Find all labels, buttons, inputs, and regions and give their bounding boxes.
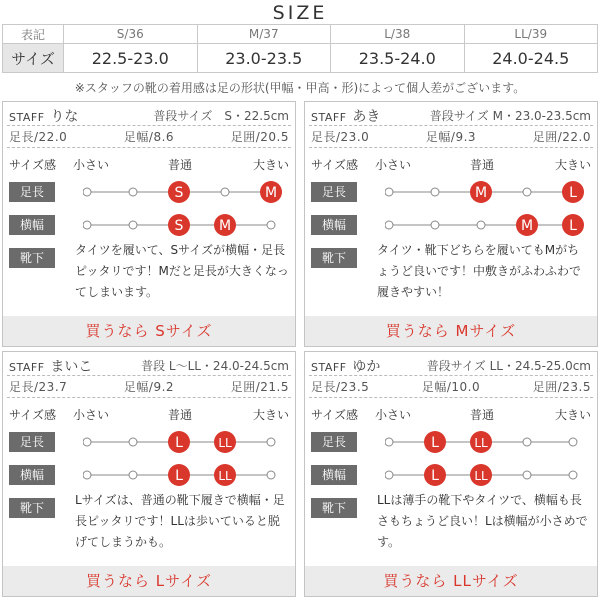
foot-length-tag: 足長 [9, 182, 55, 202]
scale-dot [267, 221, 275, 229]
fit-note: ※スタッフの靴の着用感は足の形状(甲幅・甲高・形)によって個人差がございます。 [74, 81, 526, 95]
foot-width-tag: 横幅 [311, 215, 357, 235]
foot-width-measure: 足幅/9.3 [425, 130, 477, 144]
size-marker-label: M [264, 185, 278, 201]
staff-header [9, 106, 289, 124]
size-marker-label: LL [474, 469, 488, 483]
divider [309, 147, 593, 148]
size-table-header-row [3, 25, 598, 44]
foot-measurements [311, 128, 591, 146]
foot-girth-measure: 足囲/20.5 [230, 130, 289, 144]
size-marker-label: S [174, 185, 184, 201]
size-header-label: 表記 [3, 25, 64, 44]
scale-dot [129, 188, 137, 196]
foot-width-tag: 横幅 [9, 465, 55, 485]
foot-width-measure: 足幅/10.0 [421, 380, 481, 394]
scale-small-label: 小さい [375, 158, 412, 172]
size-marker-label: LL [474, 436, 488, 450]
size-feel-label: サイズ感 [9, 408, 57, 422]
page-title: SIZE [272, 2, 328, 24]
socks-tag: 靴下 [311, 248, 357, 268]
size-marker-label: LL [218, 436, 232, 450]
scale-dot [385, 438, 393, 446]
size-marker-label: L [431, 468, 439, 484]
foot-length-scale [83, 179, 289, 205]
scale-small-label: 小さい [375, 408, 412, 422]
staff-header [311, 356, 591, 374]
scale-normal-label: 普通 [168, 408, 193, 422]
divider [7, 375, 291, 376]
divider [309, 375, 593, 376]
staff-comment: タイツを履いて、Sサイズが横幅・足長ピッタリです！Mだと足長が大きくなってしまいます。 [75, 243, 289, 299]
foot-length-scale [385, 179, 591, 205]
size-marker-label: M [474, 185, 488, 201]
scale-small-label: 小さい [73, 408, 110, 422]
scale-dot [523, 188, 531, 196]
size-marker-label: L [175, 435, 183, 451]
scale-big-label: 大きい [252, 408, 289, 422]
foot-length-measure: 足長/23.7 [9, 380, 68, 394]
scale-dot [267, 471, 275, 479]
foot-width-scale [83, 462, 289, 488]
staff-name: りな [50, 109, 79, 125]
foot-length-scale [385, 429, 591, 455]
scale-dot [385, 221, 393, 229]
size-marker-label: L [175, 468, 183, 484]
foot-length-measure: 足長/22.0 [9, 130, 68, 144]
scale-normal-label: 普通 [470, 158, 495, 172]
size-marker-label: S [174, 218, 184, 234]
scale-dot [523, 471, 531, 479]
scale-dot [83, 221, 91, 229]
foot-width-scale [385, 212, 591, 238]
foot-length-tag: 足長 [9, 432, 55, 452]
size-range: 23.5-24.0 [331, 44, 465, 73]
foot-width-tag: 横幅 [9, 215, 55, 235]
foot-girth-measure: 足囲/21.5 [230, 380, 289, 394]
scale-big-label: 大きい [252, 158, 289, 172]
scale-dot [523, 438, 531, 446]
staff-comment: タイツ・靴下どちらを履いてもMがちょうど良いです！中敷きがふわふわで履きやすい！ [377, 243, 582, 299]
scale-headers [3, 156, 295, 172]
divider [7, 397, 291, 398]
size-range: 22.5-23.0 [64, 44, 198, 73]
scale-dot [83, 438, 91, 446]
size-range: 23.0-23.5 [197, 44, 331, 73]
staff-label: STAFF [9, 111, 45, 124]
foot-length-scale [83, 429, 289, 455]
scale-small-label: 小さい [73, 158, 110, 172]
foot-length-tag: 足長 [311, 432, 357, 452]
foot-length-measure: 足長/23.0 [311, 130, 370, 144]
scale-dot [569, 471, 577, 479]
scale-dot [83, 471, 91, 479]
foot-width-tag: 横幅 [311, 465, 357, 485]
buy-verdict: 買うなら Lサイズ [3, 566, 295, 596]
size-code: S/36 [64, 25, 198, 44]
scale-normal-label: 普通 [470, 408, 495, 422]
foot-measurements [9, 128, 289, 146]
buy-verdict: 買うなら LLサイズ [305, 566, 597, 596]
scale-big-label: 大きい [554, 408, 591, 422]
size-code: LL/39 [464, 25, 598, 44]
scale-headers [305, 156, 597, 172]
staff-label: STAFF [311, 111, 347, 124]
socks-tag: 靴下 [9, 248, 55, 268]
scale-dot [477, 221, 485, 229]
foot-girth-measure: 足囲/23.5 [532, 380, 591, 394]
size-code: M/37 [197, 25, 331, 44]
staff-card [304, 101, 598, 347]
size-feel-label: サイズ感 [311, 408, 359, 422]
size-marker-label: L [431, 435, 439, 451]
foot-measurements [9, 378, 289, 396]
scale-dot [385, 188, 393, 196]
foot-girth-measure: 足囲/22.0 [532, 130, 591, 144]
staff-comment: Lサイズは、普通の靴下履きで横幅・足長ピッタリです！LLは歩いていると脱げてしまうかも。 [75, 493, 285, 549]
staff-header [9, 356, 289, 374]
staff-label: STAFF [311, 361, 347, 374]
staff-card [2, 101, 296, 347]
scale-normal-label: 普通 [168, 158, 193, 172]
scale-dot [83, 188, 91, 196]
socks-tag: 靴下 [311, 498, 357, 518]
size-marker-label: L [569, 218, 577, 234]
size-range: 24.0-24.5 [464, 44, 598, 73]
staff-comment: LLは薄手の靴下やタイツで、横幅も長さもちょうど良い！Lは横幅が小さめです。 [377, 493, 588, 549]
size-feel-label: サイズ感 [311, 158, 359, 172]
foot-length-tag: 足長 [311, 182, 357, 202]
foot-length-measure: 足長/23.5 [311, 380, 370, 394]
usual-size: 普段 L～LL・24.0-24.5cm [141, 359, 289, 373]
size-feel-label: サイズ感 [9, 158, 57, 172]
staff-header [311, 106, 591, 124]
staff-card [2, 351, 296, 597]
foot-measurements [311, 378, 591, 396]
size-marker-label: M [218, 218, 232, 234]
scale-dot [267, 438, 275, 446]
scale-big-label: 大きい [554, 158, 591, 172]
scale-headers [3, 406, 295, 422]
size-marker-label: LL [218, 469, 232, 483]
size-marker-label: M [520, 218, 534, 234]
foot-width-measure: 足幅/8.6 [123, 130, 175, 144]
staff-card [304, 351, 598, 597]
scale-dot [431, 188, 439, 196]
divider [7, 125, 291, 126]
scale-dot [129, 438, 137, 446]
divider [309, 397, 593, 398]
staff-label: STAFF [9, 361, 45, 374]
size-table-value-row [3, 44, 598, 73]
divider [309, 125, 593, 126]
staff-name: ゆか [352, 359, 381, 375]
size-value-label: サイズ [3, 44, 64, 73]
buy-verdict: 買うなら Sサイズ [3, 316, 295, 346]
usual-size: 普段サイズ M・23.0-23.5cm [429, 109, 591, 123]
usual-size: 普段サイズ S・22.5cm [153, 109, 289, 123]
size-table [2, 24, 598, 73]
scale-dot [129, 221, 137, 229]
socks-tag: 靴下 [9, 498, 55, 518]
foot-width-scale [385, 462, 591, 488]
foot-width-scale [83, 212, 289, 238]
scale-dot [569, 438, 577, 446]
scale-dot [221, 188, 229, 196]
size-code: L/38 [331, 25, 465, 44]
divider [7, 147, 291, 148]
usual-size: 普段サイズ LL・24.5-25.0cm [426, 359, 591, 373]
staff-name: あき [352, 109, 381, 125]
scale-dot [385, 471, 393, 479]
foot-width-measure: 足幅/9.2 [123, 380, 175, 394]
scale-headers [305, 406, 597, 422]
staff-name: まいこ [50, 359, 93, 375]
size-marker-label: L [569, 185, 577, 201]
buy-verdict: 買うなら Mサイズ [305, 316, 597, 346]
scale-dot [129, 471, 137, 479]
scale-dot [431, 221, 439, 229]
